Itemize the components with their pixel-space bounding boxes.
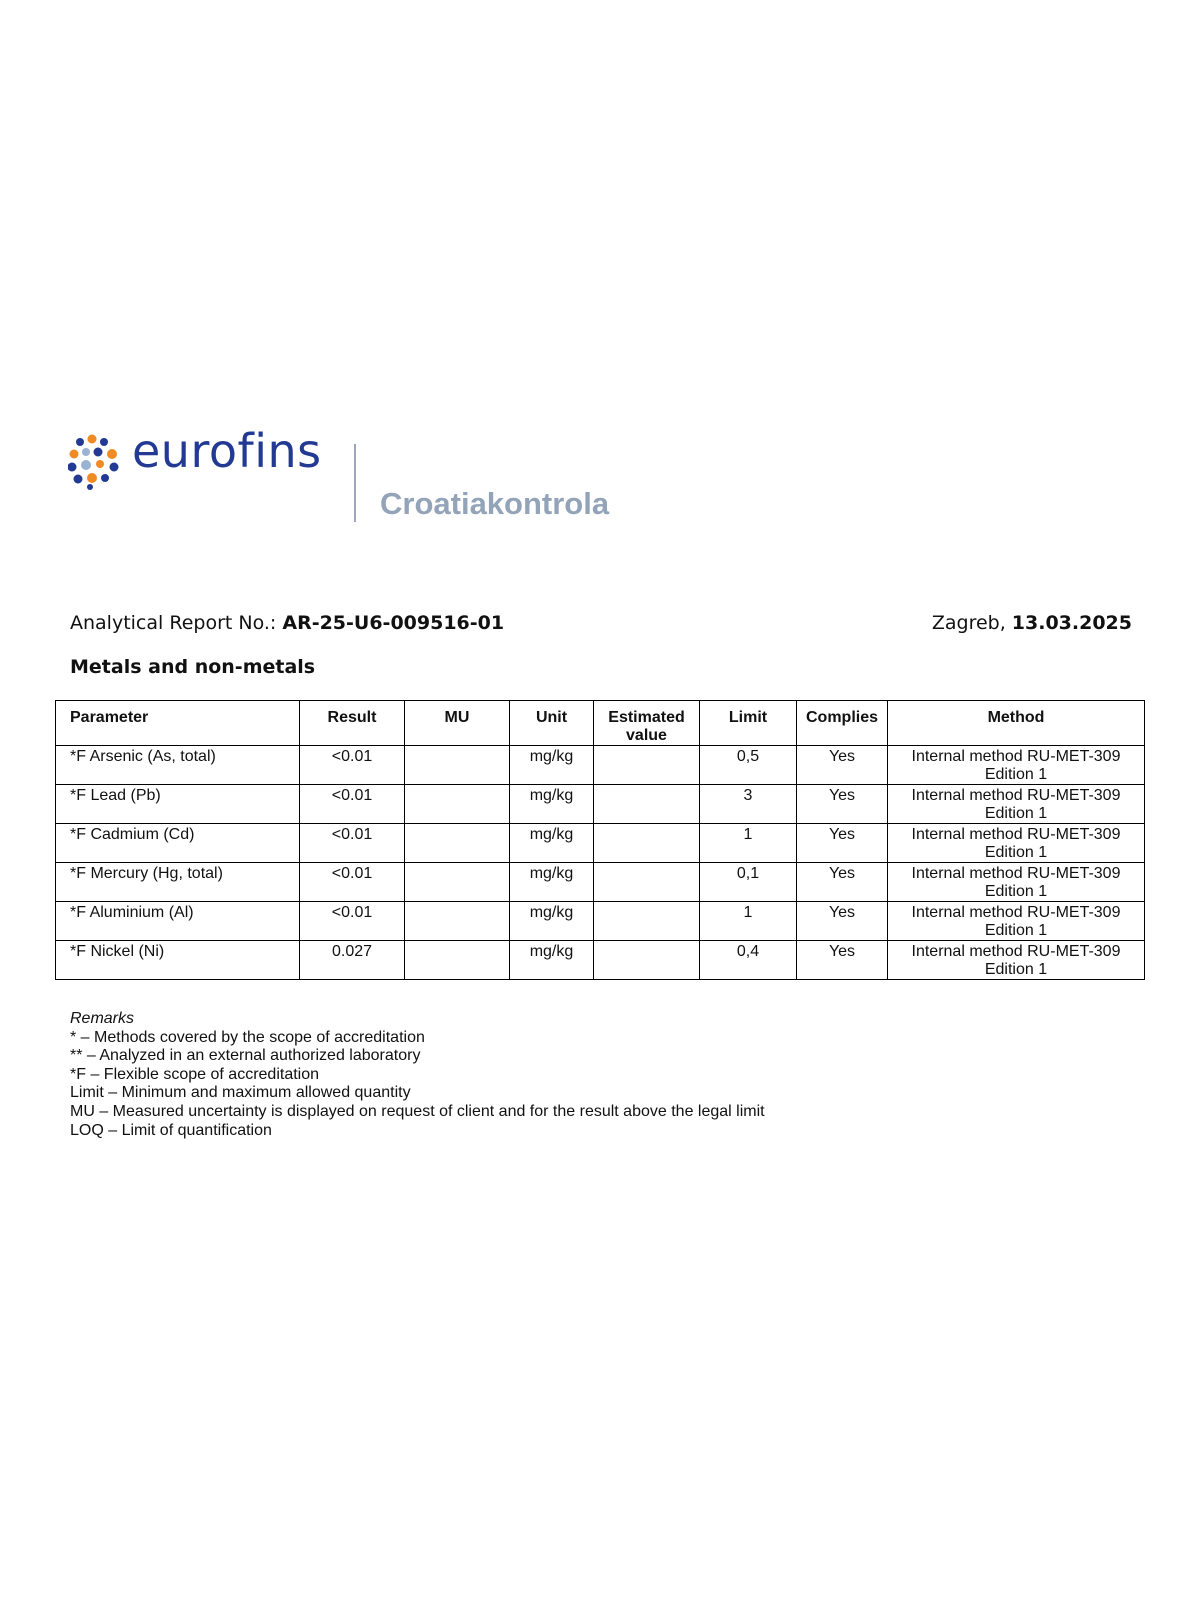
report-number-line [70,612,504,634]
report-date: 13.03.2025 [1011,612,1132,634]
cell-result: <0.01 [300,863,405,902]
cell-parameter: *F Arsenic (As, total) [56,746,300,785]
cell-unit: mg/kg [510,941,594,980]
table-row [56,785,1145,824]
cell-limit: 0,4 [700,941,797,980]
method-edition: Edition 1 [984,766,1048,783]
cell-mu [405,902,510,941]
cell-complies: Yes [797,902,888,941]
table-row [56,941,1145,980]
section-title: Metals and non-metals [70,656,316,678]
cell-limit: 1 [700,902,797,941]
header-result: Result [300,701,405,746]
company-logo [68,424,628,530]
cell-complies: Yes [797,941,888,980]
cell-mu [405,746,510,785]
table-row [56,746,1145,785]
cell-parameter: *F Lead (Pb) [56,785,300,824]
cell-complies: Yes [797,824,888,863]
header-limit: Limit [700,701,797,746]
cell-parameter: *F Mercury (Hg, total) [56,863,300,902]
sub-brand-name: Croatiakontrola [380,486,610,521]
cell-unit: mg/kg [510,785,594,824]
cell-estimated-value [594,785,700,824]
cell-method [888,785,1145,824]
method-edition: Edition 1 [984,922,1048,939]
report-date-line [932,612,1132,634]
eurofins-dots-icon [68,434,124,490]
cell-method [888,746,1145,785]
results-table [55,700,1145,980]
remark-line: Limit – Minimum and maximum allowed quantity [70,1084,411,1102]
report-city: Zagreb, [931,612,1012,634]
remarks-block [70,1010,765,1140]
method-edition: Edition 1 [984,883,1048,900]
method-name: Internal method RU-MET-309 [911,865,1121,882]
cell-mu [405,785,510,824]
remark-line: ** – Analyzed in an external authorized laboratory [70,1047,421,1065]
cell-complies: Yes [797,746,888,785]
remark-line: * – Methods covered by the scope of accreditation [70,1028,425,1046]
method-edition: Edition 1 [984,844,1048,861]
table-header-row [56,701,1145,746]
cell-parameter: *F Cadmium (Cd) [56,824,300,863]
table-row [56,824,1145,863]
cell-method [888,863,1145,902]
table-row [56,902,1145,941]
method-name: Internal method RU-MET-309 [911,787,1121,804]
cell-limit: 0,5 [700,746,797,785]
method-name: Internal method RU-MET-309 [911,748,1121,765]
cell-unit: mg/kg [510,863,594,902]
report-label: Analytical Report No.: [70,612,283,634]
method-edition: Edition 1 [984,961,1048,978]
cell-estimated-value [594,746,700,785]
cell-unit: mg/kg [510,824,594,863]
cell-limit: 3 [700,785,797,824]
cell-unit: mg/kg [510,902,594,941]
header-unit: Unit [510,701,594,746]
method-edition: Edition 1 [984,805,1048,822]
cell-parameter: *F Aluminium (Al) [56,902,300,941]
method-name: Internal method RU-MET-309 [911,826,1121,843]
cell-estimated-value [594,863,700,902]
cell-method [888,824,1145,863]
remark-line: LOQ – Limit of quantification [70,1121,272,1139]
cell-unit: mg/kg [510,746,594,785]
cell-limit: 0,1 [700,863,797,902]
remark-line: *F – Flexible scope of accreditation [70,1065,320,1083]
cell-estimated-value [594,941,700,980]
method-name: Internal method RU-MET-309 [911,904,1121,921]
cell-mu [405,863,510,902]
remark-line: MU – Measured uncertainty is displayed on request of client and for the result above the legal limit [70,1102,765,1120]
cell-result: <0.01 [300,902,405,941]
remarks-title: Remarks [70,1010,135,1027]
header-parameter: Parameter [56,701,300,746]
cell-result: <0.01 [300,746,405,785]
cell-result: <0.01 [300,824,405,863]
brand-name: eurofins [132,424,322,478]
cell-result: <0.01 [300,785,405,824]
cell-method [888,941,1145,980]
cell-complies: Yes [797,785,888,824]
header-estimated-value: Estimated value [594,701,700,746]
method-name: Internal method RU-MET-309 [911,943,1121,960]
cell-method [888,902,1145,941]
cell-estimated-value [594,824,700,863]
report-number: AR-25-U6-009516-01 [282,612,505,634]
header-complies: Complies [797,701,888,746]
cell-parameter: *F Nickel (Ni) [56,941,300,980]
cell-mu [405,941,510,980]
header-mu: MU [405,701,510,746]
cell-complies: Yes [797,863,888,902]
cell-result: 0.027 [300,941,405,980]
logo-divider [354,444,356,522]
cell-mu [405,824,510,863]
cell-limit: 1 [700,824,797,863]
header-method: Method [888,701,1145,746]
cell-estimated-value [594,902,700,941]
table-row [56,863,1145,902]
